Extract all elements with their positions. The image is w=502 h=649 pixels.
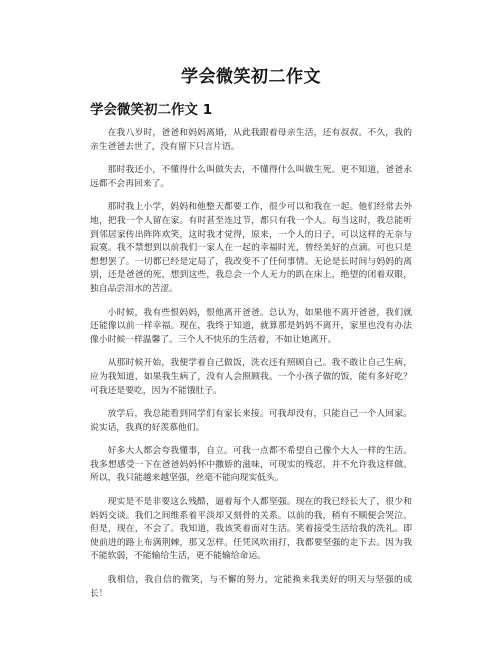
paragraph-1: 在我八岁时，爸爸和妈妈离婚，从此我跟着母亲生活，还有叔叔。不久，我的亲生爸爸去世了，没有留下只言片语。	[90, 128, 412, 152]
paragraph-4: 小时候，我有些恨妈妈，恨他离开爸爸。总认为，如果他不离开爸爸，我们就还能像以前一样幸福。现在，我终于知道，就算那是妈妈不离开，家里也没有办法像小时候一样温馨了。三个人不快乐的生活着，不如让她离开。	[90, 307, 412, 345]
paragraph-3: 那时我上小学，妈妈和他整天都要工作，很少可以和我在一起。他们经常去外地，把我一个人留在家。有时甚至连过节，都只有我一个人。每当这时，我总能听到邻居家传出阵阵欢笑，这时我才觉得，原来，一个人的日子，可以这样的无奈与寂寞。我不禁想到以前我们一家人在一起的幸福时光，曾经美好的点滴。可也只是想想罢了。一切都已经是定局了，我改变不了任何事情。无论是长时间与妈妈的离别，还是爸爸的死，想到这些，我总会一个人无力的趴在床上，绝望的闭着双眼，独自品尝泪水的苦涩。	[90, 202, 412, 294]
paragraph-6: 放学后，我总能看到同学们有家长来接。可我却没有，只能自己一个人回家。说实话，我真的好羡慕他们。	[90, 409, 412, 433]
body-text	[90, 127, 412, 611]
paragraph-5: 从那时候开始，我便学着自己做饭，洗衣还有照顾自己。我不敢让自己生病，应为我知道，如果我生病了，没有人会照顾我。一个小孩子做的饭，能有多好吃？可我还是要吃，因为不能饿肚子。	[90, 358, 412, 396]
section-heading: 学会微笑初二作文 1	[90, 102, 213, 118]
paragraph-7: 好多大人都会夸我懂事，自立。可我一点都不希望自己像个大人一样的生活。我多想感受一下在爸爸妈妈怀中撒娇的滋味，可现实的残忍，并不允许我这样做。所以，我只能越来越坚强，丝毫不能向现实低头。	[90, 446, 412, 484]
paragraph-9: 我相信，我自信的微笑，与不懈的努力，定能换来我美好的明天与坚强的成长！	[90, 575, 412, 599]
paragraph-8: 现实是不是非要这么残酷，逼着每个人都坚强。现在的我已经长大了，很少和妈妈交谈。我们之间维系着平淡却又刻骨的关系。以前的我，稍有不顺便会哭泣。但是，现在，不会了。我知道，我该笑着面对生活。笑着接受生活给我的洗礼。即使前进的路上布满荆棘，那又怎样。任凭风吹雨打，我都要坚强的走下去。因为我不能软弱，不能输给生活，更不能输给命运。	[90, 497, 412, 562]
paragraph-2: 那时我还小，不懂得什么叫做失去，不懂得什么叫做生死。更不知道，爸爸永远都不会再回来了。	[90, 165, 412, 189]
document-title: 学会微笑初二作文	[181, 67, 321, 87]
